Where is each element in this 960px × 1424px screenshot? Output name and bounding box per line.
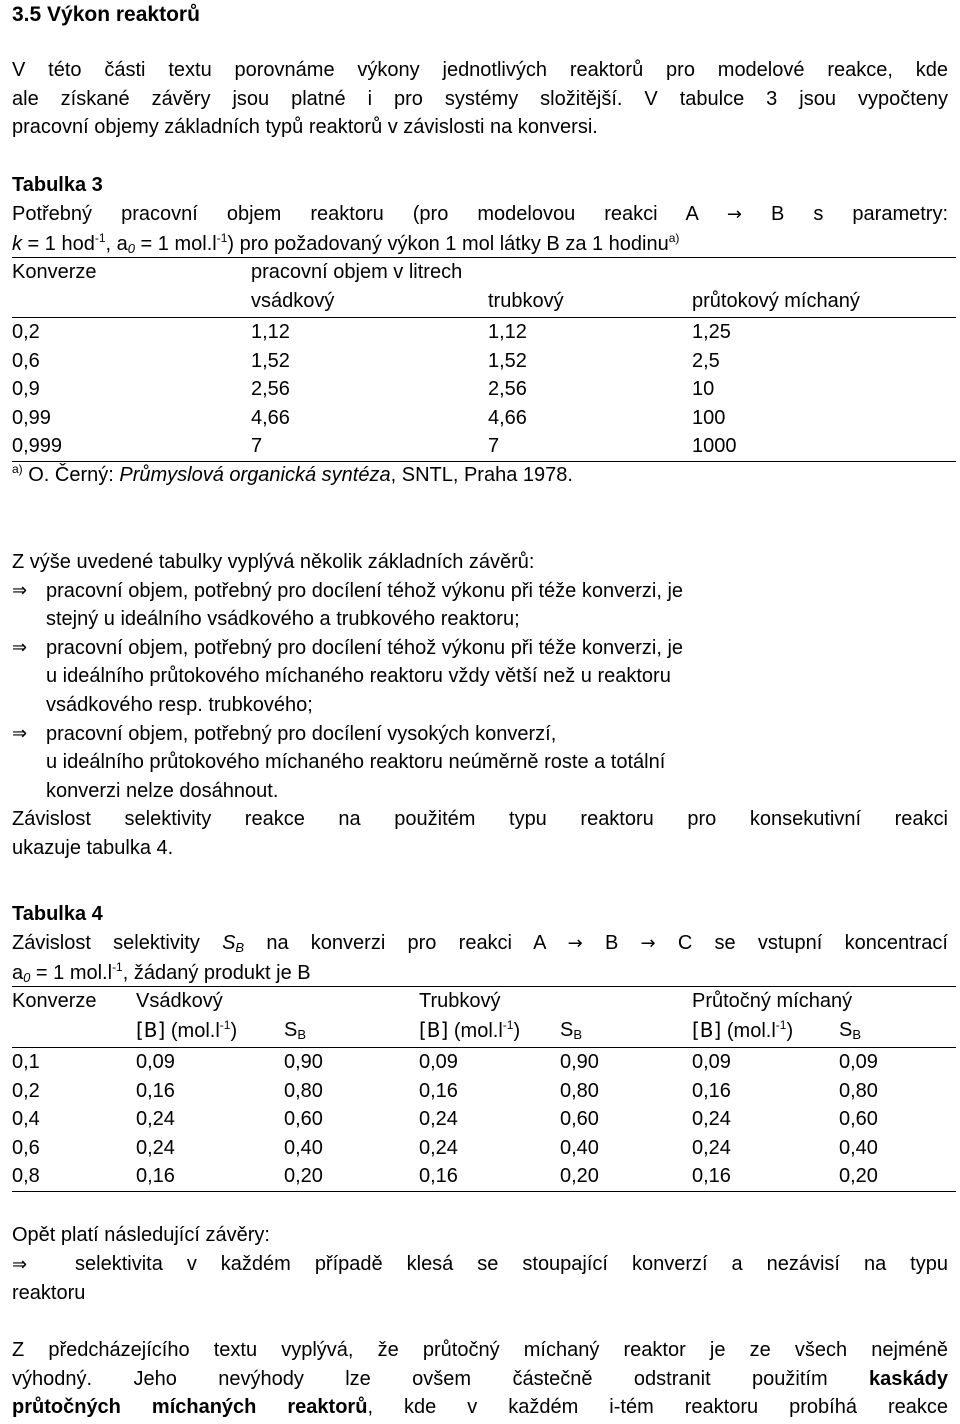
arrow-icon: → <box>567 933 583 954</box>
table-cell: 0,20 <box>560 1165 599 1188</box>
implies-arrow-icon: ⇒ <box>12 1253 28 1275</box>
table-cell: 4,66 <box>251 406 290 429</box>
table-cell: 0,4 <box>12 1108 40 1131</box>
table-row <box>12 1134 956 1163</box>
table-row <box>12 347 956 376</box>
table-cell: 2,5 <box>692 349 720 372</box>
table4-header-conversion: Konverze <box>12 990 97 1012</box>
table4-sub-selectivity: $S_B$ <box>560 1018 583 1042</box>
table-cell: 2,56 <box>488 378 527 401</box>
table4-caption <box>12 929 948 987</box>
table3-subheader-row <box>12 287 956 316</box>
table-cell: 0,16 <box>419 1079 458 1102</box>
table-cell: 0,80 <box>839 1079 878 1102</box>
table4-sub-selectivity: $S_B$ <box>284 1018 307 1042</box>
table4-title: Tabulka 4 <box>12 903 103 925</box>
table-cell: 0,1 <box>12 1051 40 1073</box>
table-cell: 0,16 <box>136 1079 175 1102</box>
table-cell: 0,40 <box>560 1136 599 1159</box>
table4-group-tubular: Trubkový <box>419 990 501 1012</box>
table3-caption <box>12 200 948 258</box>
intro-line: V této části textu porovnáme výkony jednotlivých reaktorů pro modelové reakce, kde <box>12 59 948 81</box>
table-cell: 1,12 <box>488 321 527 343</box>
implies-arrow-icon: ⇒ <box>12 722 28 744</box>
table-cell: 0,6 <box>12 349 40 372</box>
table4-sub-selectivity: $S_B$ <box>839 1018 862 1042</box>
table-cell: 100 <box>692 406 726 429</box>
table-row <box>12 1077 956 1106</box>
table3-footnote: $^{a)}$ O. Černý: Průmyslová organická syntéza, SNTL, Praha 1978. <box>12 462 573 486</box>
implies-arrow-icon: ⇒ <box>12 579 28 601</box>
table-cell: 0,16 <box>136 1165 175 1188</box>
table3-col-batch: vsádkový <box>251 289 335 312</box>
table-cell: 0,24 <box>692 1108 731 1131</box>
table4-bottom-rule <box>12 1191 956 1192</box>
table-cell: 7 <box>251 435 263 458</box>
section-title: 3.5 Výkon reaktorů <box>12 3 200 26</box>
table-cell: 0,09 <box>839 1051 878 1073</box>
table-cell: 0,16 <box>692 1165 731 1188</box>
table-row <box>12 432 956 461</box>
table3-body <box>12 318 956 461</box>
table-cell: 0,24 <box>419 1136 458 1159</box>
table-cell: 0,60 <box>284 1108 323 1131</box>
table-cell: 0,60 <box>839 1108 878 1131</box>
table4-sub-conc: [B] $(mol.l^{-1})$ <box>136 1017 238 1042</box>
closing-paragraph: Z předcházejícího textu vyplývá, že průtočný míchaný reaktor je ze všech nejméně výhodný. Jeho nevýhody lze ovšem částečně odstranit použitím kaskády průtočných míchaných reaktorů, kde v každém i-tém reaktoru probíhá reakce <box>12 1339 948 1419</box>
intro-line: pracovní objemy základních typů reaktorů v závislosti na konversi. <box>12 116 598 139</box>
table-cell: 1,52 <box>251 349 290 372</box>
table-row <box>12 375 956 404</box>
table4 <box>12 987 956 1049</box>
table-cell: 0,40 <box>284 1136 323 1159</box>
table-cell: 1,25 <box>692 321 731 343</box>
table-cell: 0,6 <box>12 1136 40 1159</box>
list-item: ⇒ pracovní objem, potřebný pro docílení téhož výkonu při téže konverzi, je stejný u ideálního vsádkového a trubkového reaktoru; <box>12 577 948 634</box>
table-cell: 0,60 <box>560 1108 599 1131</box>
list-item: ⇒ pracovní objem, potřebný pro docílení téhož výkonu při téže konverzi, je u ideálního průtokového míchaného reaktoru vždy větší než u reaktoru vsádkového resp. trubkového; <box>12 634 948 720</box>
table-cell: 0,2 <box>12 1079 40 1102</box>
table4-caption-line1: Závislost selektivity $S_B$ na konverzi pro reakci A → B → C se vstupní koncentrací <box>12 932 948 955</box>
table-cell: 0,80 <box>560 1079 599 1102</box>
table-cell: 0,20 <box>839 1165 878 1188</box>
table3 <box>12 258 956 315</box>
table-row <box>12 1162 956 1191</box>
table3-col-tubular: trubkový <box>488 289 564 312</box>
table-cell: 0,16 <box>692 1079 731 1102</box>
list-item: ⇒ pracovní objem, potřebný pro docílení vysokých konverzí, u ideálního průtokového míchaného reaktoru neúměrně roste a totální konverzi nelze dosáhnout. <box>12 720 948 806</box>
table-cell: 1000 <box>692 435 737 458</box>
table4-body <box>12 1048 956 1191</box>
table-cell: 2,56 <box>251 378 290 401</box>
table-cell: 0,999 <box>12 435 63 458</box>
table3-header-conversion: Konverze <box>12 261 97 283</box>
conclusions-lead: Z výše uvedené tabulky vyplývá několik základních závěrů: <box>12 551 535 573</box>
table-cell: 0,09 <box>692 1051 731 1073</box>
table3-header-group: pracovní objem v litrech <box>251 261 463 283</box>
arrow-icon: → <box>640 933 656 954</box>
table-cell: 0,80 <box>284 1079 323 1102</box>
table-cell: 0,9 <box>12 378 40 401</box>
arrow-icon: → <box>726 204 742 225</box>
table-row <box>12 1048 956 1077</box>
conclusions-after: Závislost selektivity reakce na použitém typu reaktoru pro konsekutivní reakci <box>12 808 948 831</box>
table-row <box>12 318 956 347</box>
table-row <box>12 404 956 433</box>
table-cell: 4,66 <box>488 406 527 429</box>
table3-col-cstr: průtokový míchaný <box>692 289 860 312</box>
table-cell: 0,16 <box>419 1165 458 1188</box>
table-cell: 0,8 <box>12 1165 40 1188</box>
table4-group-cstr: Průtočný míchaný <box>692 990 853 1012</box>
table4-caption-line2: $a_0 = 1$ $mol.l^{-1}$, žádaný produkt je B <box>12 959 311 985</box>
intro-paragraph <box>12 56 948 142</box>
conclusions-2: Opět platí následující závěry: ⇒ selektivita v každém případě klesá se stoupající konverzí a nezávisí na typu reaktoru <box>12 1221 948 1308</box>
table4-subheader-row <box>12 1016 956 1049</box>
table-cell: 1,52 <box>488 349 527 372</box>
table-row <box>12 1105 956 1134</box>
conclusions-after: ukazuje tabulka 4. <box>12 836 174 859</box>
table-cell: 0,09 <box>419 1051 458 1073</box>
conclusions-1 <box>12 548 948 863</box>
table3-caption-line2: k = 1 hod$^{-1}$, $a_0 = 1$ $mol.l^{-1}$) pro požadovaný výkon 1 mol látky B za 1 hodinu$^{a)}$ <box>12 230 680 256</box>
table-cell: 0,09 <box>136 1051 175 1073</box>
table-cell: 0,90 <box>284 1051 323 1073</box>
table-cell: 0,2 <box>12 321 40 343</box>
intro-line: ale získané závěry jsou platné i pro systémy složitější. V tabulce 3 jsou vypočteny <box>12 87 948 110</box>
implies-arrow-icon: ⇒ <box>12 636 28 658</box>
table-cell: 0,24 <box>136 1108 175 1131</box>
table-cell: 0,90 <box>560 1051 599 1073</box>
table-cell: 7 <box>488 435 500 458</box>
table-cell: 10 <box>692 378 715 401</box>
table-cell: 0,99 <box>12 406 51 429</box>
list-item: ⇒ selektivita v každém případě klesá se stoupající konverzí a nezávisí na typu <box>12 1252 948 1275</box>
table-cell: 1,12 <box>251 321 290 343</box>
table-cell: 0,20 <box>284 1165 323 1188</box>
table-cell: 0,24 <box>136 1136 175 1159</box>
table4-header-row <box>12 987 956 1016</box>
table4-sub-conc: [B] $(mol.l^{-1})$ <box>419 1017 521 1042</box>
table-cell: 0,40 <box>839 1136 878 1159</box>
table3-caption-line1: Potřebný pracovní objem reaktoru (pro modelovou reakci A → B s parametry: <box>12 203 948 225</box>
table-cell: 0,24 <box>419 1108 458 1131</box>
table-cell: 0,24 <box>692 1136 731 1159</box>
conclusions2-lead: Opět platí následující závěry: <box>12 1224 270 1246</box>
table4-group-batch: Vsádkový <box>136 990 223 1012</box>
table4-sub-conc: [B] $(mol.l^{-1})$ <box>692 1017 794 1042</box>
table3-title: Tabulka 3 <box>12 174 103 196</box>
table3-header-row <box>12 258 956 287</box>
